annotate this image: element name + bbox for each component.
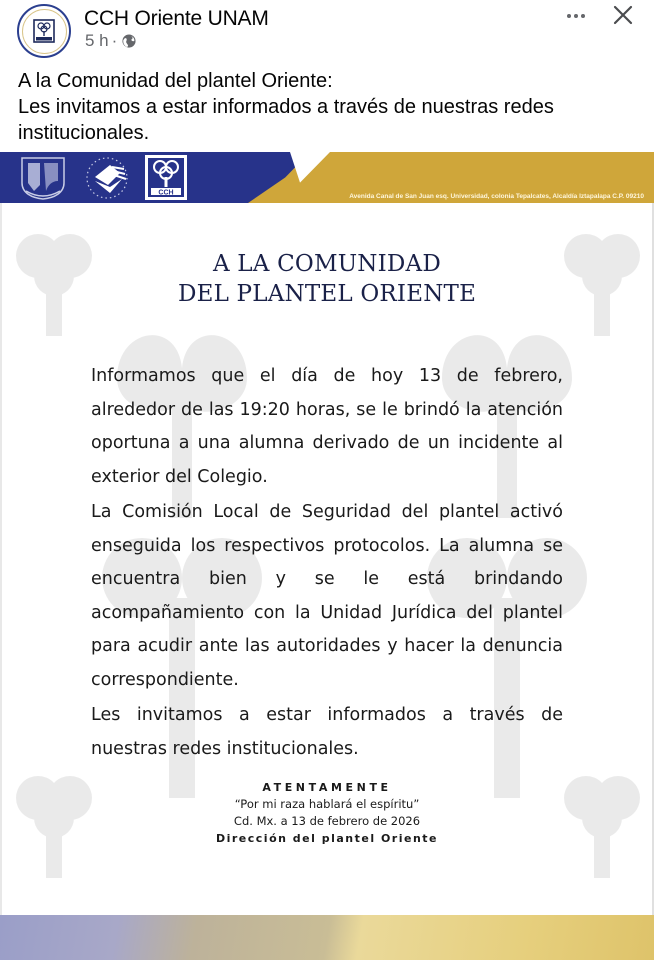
title-line: DEL PLANTEL ORIENTE: [177, 281, 477, 307]
more-dot: [567, 14, 571, 18]
post-header: [0, 0, 654, 60]
page-name-link[interactable]: CCH Oriente UNAM: [84, 7, 269, 30]
paragraph-text: Informamos que el día de hoy 13 de febrero, alrededor de las 19:20 horas, se le brindó la atención oportuna a una alumna derivado de un: [91, 366, 563, 453]
closing: ATENTAMENTE: [262, 781, 392, 794]
post-meta: [85, 31, 136, 51]
cch-tree-logo-icon: [145, 155, 187, 200]
paragraph-text: Les invitamos a estar informados a través de: [91, 705, 563, 725]
caption-line: Les invitamos a estar informados a través de nuestras redes: [18, 96, 554, 118]
footer-gradient-band: [0, 915, 654, 960]
cch-tree-logo-icon: [33, 19, 55, 43]
avatar-ring: [22, 9, 67, 54]
paragraph-text: nuestras redes institucionales.: [91, 738, 359, 759]
signer: Dirección del plantel Oriente: [215, 832, 439, 845]
meta-separator: ·: [111, 31, 118, 50]
paragraph-text: incidente al exterior del Colegio.: [91, 433, 563, 487]
svg-text:CCH: CCH: [158, 189, 174, 197]
more-options-button[interactable]: [563, 6, 589, 26]
paragraph-text: La Comisión Local de Seguridad del plantel activó enseguida los respectivos protocolos. La alumna se encuentra bien y se le está brindando acompañamiento con la Unidad Jurídica del plantel para acudir ante las autoridades y hacer la: [91, 502, 563, 656]
institutional-banner: [0, 152, 654, 203]
cch-eye-logo-icon: [80, 155, 135, 200]
close-icon[interactable]: [610, 2, 636, 28]
post-image[interactable]: [0, 152, 654, 960]
post-caption: [18, 68, 638, 146]
title-line: A LA COMUNIDAD: [212, 251, 441, 277]
more-dot: [574, 14, 578, 18]
more-dot: [581, 14, 585, 18]
notice-paragraph: [91, 496, 563, 697]
motto: “Por mi raza hablará el espíritu”: [234, 797, 420, 811]
notice-paragraph: [91, 699, 563, 766]
signature-block: [0, 779, 654, 847]
banner-address: Avenida Canal de San Juan esq. Universidad, colonia Tepalcates, Alcaldía Iztapalapa C.P. 09210: [349, 193, 644, 200]
unam-shield-logo-icon: [18, 155, 68, 200]
notice-body: [91, 360, 563, 766]
notice-paragraph: [91, 360, 563, 494]
notice-title: [0, 249, 654, 309]
post-time-link[interactable]: 5 h: [85, 31, 109, 50]
caption-line: A la Comunidad del plantel Oriente:: [18, 70, 333, 92]
notice-date: Cd. Mx. a 13 de febrero de 2026: [233, 814, 421, 828]
page-avatar[interactable]: [17, 4, 71, 58]
paragraph-text: denuncia correspondiente.: [91, 636, 563, 690]
globe-icon: [122, 34, 136, 48]
caption-line: institucionales.: [18, 122, 150, 144]
